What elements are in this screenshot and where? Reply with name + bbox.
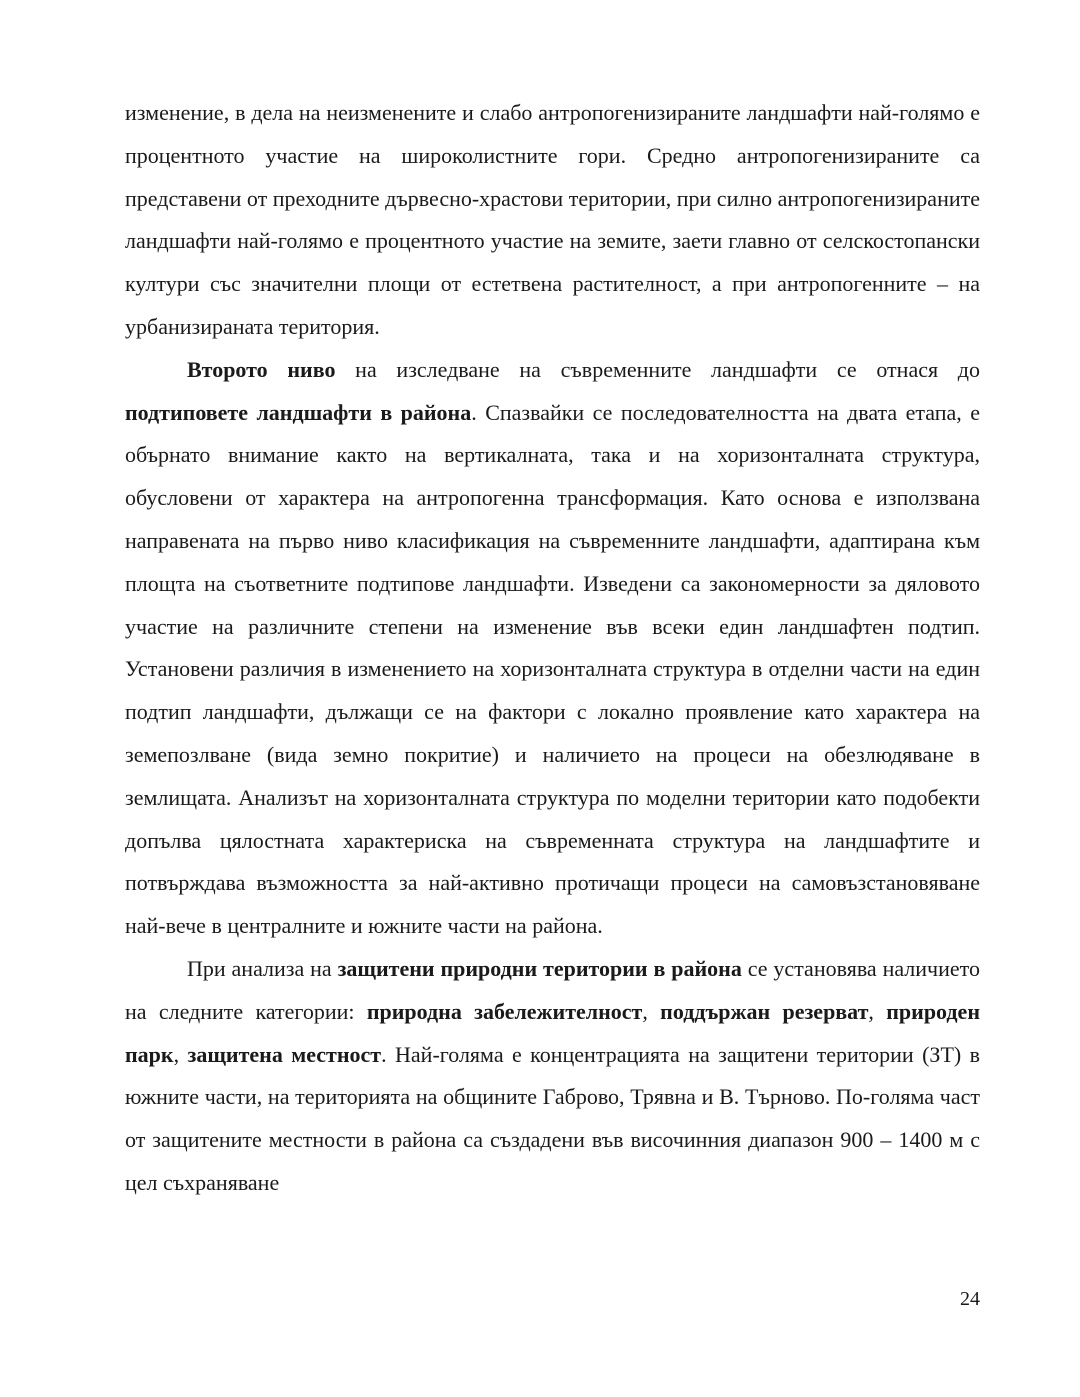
paragraph-3-bold-4: природен парк <box>125 998 980 1067</box>
paragraph-3-text-5: , <box>173 1041 188 1067</box>
paragraph-2-bold-1: Второто ниво <box>187 356 336 382</box>
paragraph-3-text-2: се установява наличието на следните категории: <box>125 955 980 1024</box>
paragraph-3-text-1: При анализа на <box>187 955 338 981</box>
paragraph-3-text-4: , <box>868 998 887 1024</box>
paragraph-2 <box>125 349 980 948</box>
document-page <box>125 92 980 1205</box>
paragraph-3 <box>125 948 980 1205</box>
paragraph-2-text-1: на изследване на съвременните ландшафти се отнася до <box>335 356 981 382</box>
paragraph-3-text-3: , <box>642 998 661 1024</box>
paragraph-3-bold-1: защитени природни територии в района <box>337 955 742 981</box>
page-number: 24 <box>960 1288 980 1310</box>
paragraph-3-bold-5: защитена местност <box>187 1041 382 1067</box>
paragraph-3-text-6: . Най-голяма е концентрацията на защитени територии (ЗТ) в южните части, на територията на общините Габрово, Трявна и В. Търново. По-голяма част от защитените местности в района са създадени във височинния диапазон 900 – 1400 м с цел съхраняване <box>125 1041 981 1195</box>
paragraph-2-text-2: . Спазвайки се последователността на двата етапа, е обърнато внимание както на вертикалната, така и на хоризонталната структура, обусловени от характера на антропогенна трансформация. Като основа е използвана направената на първо ниво класификация на съвременните ландшафти, адаптирана към площта на съответните подтипове ландшафти. Изведени са закономерности за дяловото участие на различните степени на изменение във всеки един ландшафтен подтип. Установени различия в изменението на хоризонталната структура в отделни части на един подтип ландшафти, дължащи се на фактори с локално проявление като характера на земепозлване (вида земно покритие) и наличието на процеси на обезлюдяване в землищата. Анализът на хоризонталната структура по моделни територии като подобекти допълва цялостната характериска на съвременната структура на ландшафтите и потвърждава възможността за най-активно протичащи процеси на самовъзстановяване най-вече в централните и южните части на района. <box>125 399 981 939</box>
paragraph-3-bold-3: поддържан резерват <box>660 998 869 1024</box>
paragraph-3-bold-2: природна забележителност <box>366 998 643 1024</box>
paragraph-1-text: изменение, в дела на неизменените и слабо антропогенизираните ландшафти най-голямо е процентното участие на широколистните гори. Средно антропогенизираните са представени от преходните дървесно-храстови територии, при силно антропогенизираните ландшафти най-голямо е процентното участие на земите, заети главно от селскостопански култури със значителни площи от естетвена растителност, а при антропогенните – на урбанизираната територия. <box>125 100 980 339</box>
paragraph-2-bold-2: подтиповете ландшафти в района <box>125 399 472 425</box>
paragraph-1 <box>125 92 980 349</box>
